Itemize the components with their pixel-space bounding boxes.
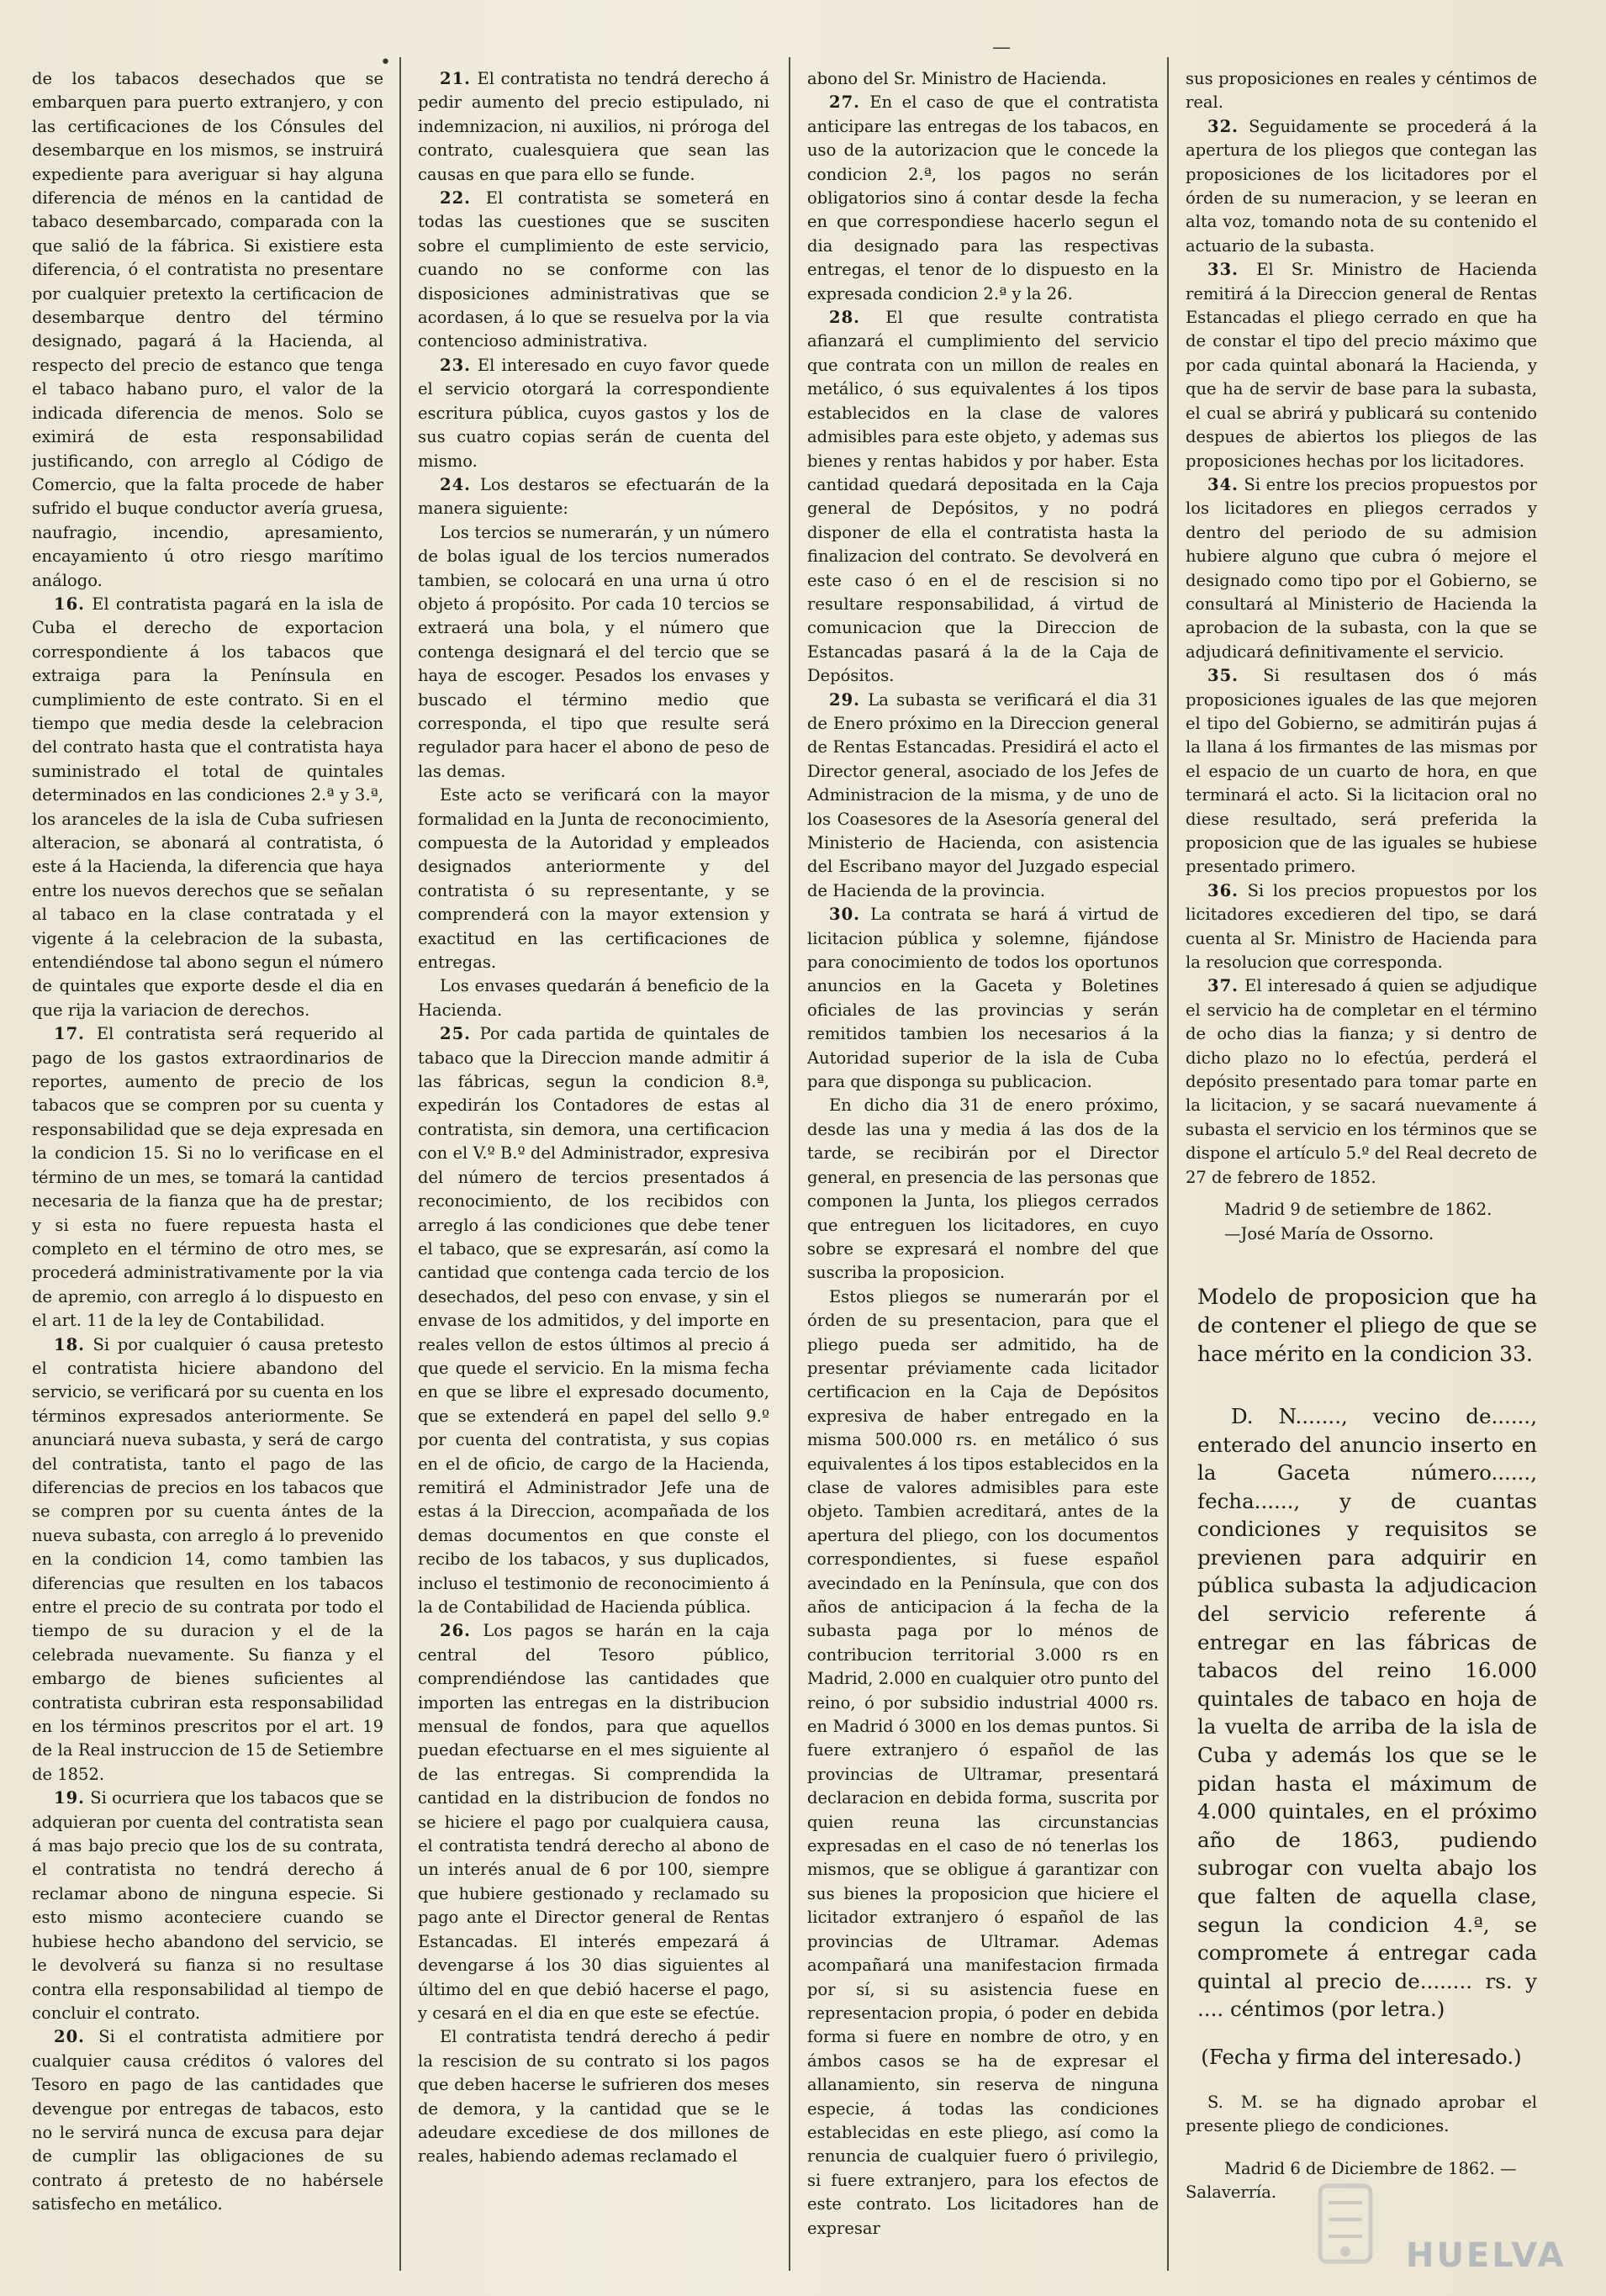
condition-paragraph	[1186, 115, 1537, 258]
paragraph-text: En el caso de que el contratista anticipare las entregas de los tabacos, en uso de la autorizacion que le concede la condicion 2.ª, los pagos no serán obligatorios sino á contar desde la fecha en que correspondiese hacerlo segun el dia designado para las respectivas entregas, el tenor de lo dispuesto en la expresada condicion 2.ª y la 26.	[807, 92, 1159, 303]
paragraph-text: El interesado á quien se adjudique el servicio ha de completar en el término de ocho dias la fianza; y si dentro de dicho plazo no lo efectúa, perderá el depósito presentado para tomar parte en la licitacion, y se sacará nuevamente á subasta el servicio en los términos que se dispone el artículo 5.º del Real decreto de 27 de febrero de 1852.	[1186, 976, 1537, 1187]
model-signature-note: (Fecha y firma del interesado.)	[1201, 2044, 1522, 2069]
paragraph-text: El contratista no tendrá derecho á pedir aumento del precio estipulado, ni indemnizacion, ni auxilios, ni próroga del contrato, cualesquiera que sean las causas en que para ello se funde.	[418, 69, 769, 184]
condition-paragraph	[807, 91, 1159, 306]
condition-paragraph	[1186, 664, 1537, 879]
paragraph-text: Si entre los precios propuestos por los licitadores en pliegos cerrados y dentro del periodo de su admision hubiere alguno que cubra ó mejore el designado como tipo por el Gobierno, se consultará al Ministerio de Hacienda la aprobacion de la subasta, con la que se adjudicará definitivamente el servicio.	[1186, 474, 1537, 662]
condition-paragraph	[1186, 258, 1537, 473]
model-letter: D. N......., vecino de......, enterado del anuncio inserto en la Gaceta número......, fecha......, y de cuantas condiciones y requisitos se previenen para adquirir en pública subasta la adjudicacion del servicio referente á entregar en las fábricas de tabacos del reino 16.000 quintales de tabaco en hoja de la vuelta de arriba de la isla de Cuba y además los que se le pidan hasta el máximum de 4.000 quintales, en el próximo año de 1863, pudiendo subrogar con vuelta abajo los que falten de aquella clase, segun la condicion 4.ª, se compromete á entregar cada quintal al precio de........ rs. y .... céntimos (por letra.)	[1197, 1403, 1537, 2022]
condition-number: 17.	[54, 1024, 85, 1044]
condition-paragraph	[32, 1333, 383, 1787]
paragraph-text: El interesado en cuyo favor quede el servicio otorgará la correspondiente escritura pública, cuyos gastos y los de sus cuatro copias serán de cuenta del mismo.	[418, 355, 769, 471]
paragraph-text: En dicho dia 31 de enero próximo, desde las una y media á las dos de la tarde, se recibirán por el Director general, en presencia de las personas que componen la Junta, los pliegos cerrados que entreguen los licitadores, en cuyo sobre se expresará el nombre del que suscriba la proposicion.	[807, 1095, 1159, 1283]
condition-number: 27.	[829, 92, 860, 113]
condition-number: 21.	[440, 69, 471, 88]
condition-number: 16.	[54, 594, 85, 614]
signature-name: —José María de Ossorno.	[1224, 1223, 1434, 1243]
text-column-2	[418, 67, 769, 2262]
approval-date: Madrid 6 de Diciembre de 1862. —	[1224, 2158, 1517, 2178]
paragraph-text: La subasta se verificará el dia 31 de Enero próximo en la Direccion general de Rentas Estancadas. Presidirá el acto el Director general, asociado de los Jefes de Administracion de la misma, y de uno de los Coasesores de la Asesoría general del Ministerio de Hacienda, con asistencia del Escribano mayor del Juzgado especial de Hacienda de la provincia.	[807, 689, 1159, 900]
paragraph-text: El contratista se someterá en todas las cuestiones que se susciten sobre el cumplimiento de este servicio, cuando no se conforme con las disposiciones administrativas que se acordasen, á lo que se resuelva por la via contencioso administrativa.	[418, 188, 769, 351]
margin-mark: —	[992, 37, 1011, 58]
paragraph	[418, 974, 769, 1022]
paragraph	[807, 1094, 1159, 1285]
paragraph-text: La contrata se hará á virtud de licitacion pública y solemne, fijándose para conocimiento de todos los oportunos anuncios en la Gaceta y Boletines oficiales de las provincias y serán remitidos tambien los necesarios á la Autoridad superior de la isla de Cuba para que disponga su publicacion.	[807, 905, 1159, 1092]
condition-paragraph	[32, 2025, 383, 2216]
condition-paragraph	[32, 1787, 383, 2025]
paragraph-text: abono del Sr. Ministro de Hacienda.	[807, 69, 1107, 88]
condition-number: 20.	[54, 2027, 85, 2047]
condition-number: 19.	[54, 1788, 85, 1808]
conditions-list	[1186, 67, 1537, 1190]
margin-mark: •	[380, 52, 391, 73]
model-title: Modelo de proposicion que ha de contener el pliego de que se hace mérito en la condicion 33.	[1197, 1284, 1537, 1366]
condition-number: 30.	[829, 905, 860, 925]
condition-paragraph	[418, 1022, 769, 1619]
condition-paragraph	[807, 689, 1159, 904]
condition-number: 22.	[440, 188, 471, 208]
paragraph-text: Seguidamente se procederá á la apertura de los pliegos que contegan las proposiciones de los licitadores por el órden de su numeracion, y se leeran en alta voz, tomando nota de su contenido el actuario de la subasta.	[1186, 116, 1537, 256]
text-column-1	[32, 67, 383, 2262]
condition-paragraph	[807, 903, 1159, 1094]
paragraph	[32, 67, 383, 593]
paragraph-text: El que resulte contratista afianzará el cumplimiento del servicio que contrata con un millon de reales en metálico, ó sus equivalentes á los tipos establecidos en la clase de valores admisibles para este objeto, y ademas sus bienes y rentas habidos y por haber. Esta cantidad quedará depositada en la Caja general de Depósitos, y no podrá disponer de ella el contratista hasta la finalizacion del contrato. Se devolverá en este caso ó en el de rescision si no resultare responsabilidad, á virtud de comunicacion que la Direccion de Estancadas pasará á la de la Caja de Depósitos.	[807, 308, 1159, 686]
paragraph-text: El contratista pagará en la isla de Cuba el derecho de exportacion correspondiente á los tabacos que extraiga para la Península en cumplimiento de este contrato. Si en el tiempo que media desde la celebracion del contrato hasta que el contratista haya suministrado el total de quintales determinados en las condiciones 2.ª y 3.ª, los aranceles de la isla de Cuba sufriesen alteracion, se abonará al contratista, ó este á la Hacienda, la diferencia que haya entre los nuevos derechos que se señalan al tabaco en la clase contratada y el vigente á la celebracion de la subasta, entendiéndose tal abono segun el número de quintales que exporte desde el dia en que rija la variacion de derechos.	[32, 594, 383, 1020]
condition-number: 18.	[54, 1334, 85, 1354]
paragraph	[807, 1285, 1159, 2241]
paragraph-text: El Sr. Ministro de Hacienda remitirá á la Direccion general de Rentas Estancadas el pliego cerrado en que ha de constar el tipo del precio máximo que por cada quintal abonará la Hacienda, y que ha de servir de base para la subasta, el cual se abrirá y publicará su contenido despues de abiertos los pliegos de las proposiciones hechas por los licitadores.	[1186, 260, 1537, 471]
paragraph-text: Si resultasen dos ó más proposiciones iguales de las que mejoren el tipo del Gobierno, se admitirán pujas á la llana á los firmantes de las mismas por el espacio de un cuarto de hora, en que terminará el acto. Si la licitacion oral no diese resultado, será preferida la proposicion que de las iguales se hubiese presentado primero.	[1186, 666, 1537, 877]
paragraph-text: El contratista tendrá derecho á pedir la rescision de su contrato si los pagos que deben hacerse le sufrieren dos meses de demora, y la cantidad que se le adeudare excediese de dos millones de reales, habiendo ademas reclamado el	[418, 2027, 769, 2167]
condition-paragraph	[418, 1619, 769, 2025]
condition-paragraph	[32, 593, 383, 1022]
paragraph-text: Estos pliegos se numerarán por el órden de su presentacion, para que el pliego pueda ser admitido, ha de presentar préviamente cada licitador certificacion en la Caja de Depósitos expresiva de haber entregado en la misma 500.000 rs. en metálico ó sus equivalentes á los tipos establecidos en la clase de valores admisibles para este objeto. Tambien acreditará, antes de la apertura del pliego, con los documentos correspondientes, si fuese español avecindado en la Península, que con dos años de anticipacion á la fecha de la subasta paga por lo ménos de contribucion territorial 3.000 rs en Madrid, 2.000 en cualquier otro punto del reino, ó por subsidio industrial 4000 rs. en Madrid ó 3000 en los demas puntos. Si fuere extranjero ó español de las provincias de Ultramar, presentará declaracion en debida forma, suscrita por quien reuna las circunstancias expresadas en el caso de nó tenerlas los mismos, que se obligue á garantizar con sus bienes la proposicion que hiciere el licitador extranjero ó español de las provincias de Ultramar. Ademas acompañará una manifestacion firmada por sí, si su asistencia fuese en representacion propia, ó poder en debida forma si fuere en nombre de otro, y en ámbos casos se ha de expresar el allanamiento, sin reserva de ninguna especie, á todas las condiciones establecidas en este pliego, así como la renuncia de cualquier fuero ó privilegio, si fuere extranjero, para los efectos de este contrato. Los licitadores han de expresar	[807, 1286, 1159, 2238]
paragraph	[418, 521, 769, 784]
paragraph-text: de los tabacos desechados que se embarquen para puerto extranjero, y con las certificaciones de los Cónsules del desembarque en los mismos, se instruirá expediente para averiguar si hay alguna diferencia de ménos en la cantidad de tabaco desembarcado, comparada con la que salió de la fábrica. Si existiere esta diferencia, ó el contratista no presentare por cualquier pretexto la certificacion de desembarque dentro del término designado, pagará á la Hacienda, al respecto del precio de estanco que tenga el tabaco habano puro, el valor de la indicada diferencia de menos. Solo se eximirá de esta responsabilidad justificando, con arreglo al Código de Comercio, que la falta procede de haber sufrido el buque conductor avería gruesa, naufragio, incendio, apresamiento, encayamiento ú otro riesgo marítimo análogo.	[32, 69, 383, 590]
paragraph-text: Los pagos se harán en la caja central del Tesoro público, comprendiéndose las cantidades que importen las entregas en la distribucion mensual de fondos, para que aquellos puedan efectuarse en el mes siguiente al de las entregas. Si comprendida la cantidad en la distribucion de fondos no se hiciere el pago por cualquiera causa, el contratista tendrá derecho al abono de un interés anual de 6 por 100, siempre que hubiere gestionado y reclamado su pago ante el Director general de Rentas Estancadas. El interés empezará á devengarse á los 30 dias siguientes al último del en que debió hacerse el pago, y cesará en el dia en que este se efectúe.	[418, 1621, 769, 2023]
condition-number: 33.	[1207, 260, 1239, 280]
paragraph	[807, 67, 1159, 91]
column-rule	[399, 57, 401, 2271]
paragraph	[418, 784, 769, 974]
paragraph	[418, 2025, 769, 2168]
paragraph-text: Si por cualquier ó causa pretesto el contratista hiciere abandono del servicio, se verificará por su cuenta en los términos expresados anteriormente. Se anunciará nueva subasta, y será de cargo del contratista, tanto el pago de las diferencias de precios en los tabacos que se compren por su cuenta ántes de la nueva subasta, con arreglo á lo prevenido en la condicion 14, como tambien las diferencias que resulten en los tabacos entre el precio de su contrata por todo el tiempo de su duracion y el de la celebrada nuevamente. Su fianza y el embargo de bienes suficientes al contratista cubriran esta responsabilidad en los términos prescritos por el art. 19 de la Real instruccion de 15 de Setiembre de 1852.	[32, 1334, 383, 1784]
condition-paragraph	[1186, 473, 1537, 664]
approval-text: S. M. se ha dignado aprobar el presente pliego de condiciones.	[1186, 2092, 1537, 2136]
condition-paragraph	[418, 187, 769, 354]
approval-name: Salaverría.	[1186, 2183, 1277, 2203]
condition-number: 23.	[440, 355, 471, 375]
condition-paragraph	[1186, 974, 1537, 1190]
paragraph-text: Si el contratista admitiere por cualquier causa créditos ó valores del Tesoro en pago de las cantidades que devengue por entregas de tabacos, esto no le servirá nunca de excusa para dejar de cumplir las obligaciones de su contrato á pretesto de no habérsele satisfecho en metálico.	[32, 2027, 383, 2214]
paragraph-text: Los envases quedarán á beneficio de la Hacienda.	[418, 976, 769, 1020]
condition-paragraph	[807, 306, 1159, 689]
condition-number: 35.	[1207, 666, 1239, 686]
condition-number: 32.	[1207, 116, 1239, 136]
condition-number: 28.	[829, 308, 860, 328]
condition-paragraph	[418, 67, 769, 187]
condition-number: 24.	[440, 474, 471, 494]
condition-paragraph	[1186, 879, 1537, 975]
condition-number: 37.	[1207, 976, 1239, 996]
condition-number: 29.	[829, 689, 860, 710]
condition-paragraph	[32, 1022, 383, 1333]
signature-date: Madrid 9 de setiembre de 1862.	[1224, 1200, 1492, 1220]
condition-paragraph	[418, 354, 769, 473]
paragraph-text: Este acto se verificará con la mayor formalidad en la Junta de reconocimiento, compuesta de la Autoridad y empleados designados anteriormente y del contratista ó su representante, y se comprenderá con la mayor extension y exactitud en las certificaciones de entregas.	[418, 785, 769, 973]
paragraph-text: Los destaros se efectuarán de la manera siguiente:	[418, 474, 769, 519]
watermark-text: HUELVA	[1406, 2236, 1566, 2275]
paragraph-text: El contratista será requerido al pago de los gastos extraordinarios de reportes, aumento de precio de los tabacos que se compren por su cuenta y responsabilidad que se deja expresada en la condicion 15. Si no lo verificase en el término de un mes, se tomará la cantidad necesaria de la fianza que ha de prestar; y si esta no fuere repuesta hasta el completo en el término de otro mes, se procederá administrativamente por la via de apremio, con arreglo á lo dispuesto en el art. 11 de la ley de Contabilidad.	[32, 1024, 383, 1331]
text-column-4	[1186, 67, 1537, 2262]
condition-number: 36.	[1207, 880, 1239, 900]
paragraph	[1186, 67, 1537, 115]
condition-number: 34.	[1207, 474, 1239, 494]
condition-number: 25.	[440, 1024, 471, 1044]
paragraph-text: Si ocurriera que los tabacos que se adquieran por cuenta del contratista sean á mas bajo precio que los de su contrata, el contratista no tendrá derecho á reclamar abono de ninguna especie. Si esto mismo aconteciere cuando se hubiese hecho abandono del servicio, se le devolverá su fianza si no resultase contra ella responsabilidad al tiempo de concluir el contrato.	[32, 1788, 383, 2023]
paragraph-text: Por cada partida de quintales de tabaco que la Direccion mande admitir á las fábricas, segun la condicion 8.ª, expedirán los Contadores de estas al contratista, sin demora, una certificacion con el V.º B.º del Administrador, expresiva del número de tercios presentados á reconocimiento, de los recibidos con arreglo á las condiciones que debe tener el tabaco, que se expresarán, así como la cantidad que contenga cada tercio de los desechados, del peso con envase, y sin el envase de los admitidos, y del importe en reales vellon de estos últimos al precio á que quede el servicio. En la misma fecha en que se libre el expresado documento, que se extenderá en papel del sello 9.º por cuenta del contratista, y sus copias en el de oficio, de cargo de la Hacienda, remitirá el Administrador Jefe una de estas á la Direccion, acompañada de los demas documentos en que conste el recibo de los tabacos, y sus duplicados, incluso el testimonio de reconocimiento á la de Contabilidad de Hacienda pública.	[418, 1024, 769, 1617]
column-rule	[789, 57, 790, 2271]
paragraph-text: Los tercios se numerarán, y un número de bolas igual de los tercios numerados tambien, se colocará en una urna ú otro objeto á propósito. Por cada 10 tercios se extraerá una bola, y el número que contenga designará el del tercio que se haya de escoger. Pesados los envases y buscado el término medio que corresponda, el tipo que resulte será regulador para hacer el abono de peso de las demas.	[418, 522, 769, 781]
condition-number: 26.	[440, 1621, 471, 1641]
text-column-3	[807, 67, 1159, 2262]
paragraph-text: Si los precios propuestos por los licitadores excedieren del tipo, se dará cuenta al Sr. Ministro de Hacienda para la resolucion que corresponda.	[1186, 880, 1537, 973]
condition-paragraph	[418, 473, 769, 521]
paragraph-text: sus proposiciones en reales y céntimos de real.	[1186, 69, 1537, 113]
column-rule	[1167, 57, 1169, 2271]
